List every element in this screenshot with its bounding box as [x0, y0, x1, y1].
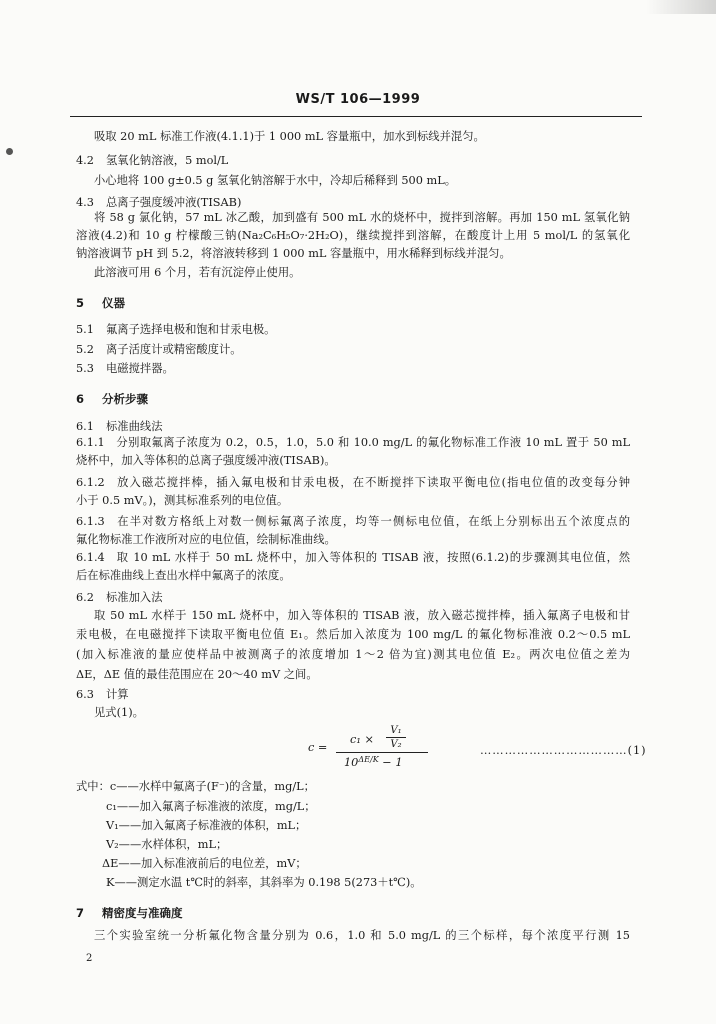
den-exponent: ΔE/K	[358, 755, 379, 764]
section-6-heading: 6 分析步骤	[76, 392, 148, 406]
formula-1	[308, 725, 438, 773]
definition-line: K——测定水温 t℃时的斜率，其斜率为 0.198 5(273＋t℃)。	[106, 876, 422, 889]
definition-line: V₂——水样体积，mL；	[106, 838, 228, 851]
text-line: 三个实验室统一分析氟化物含量分别为 0.6，1.0 和 5.0 mg/L 的三个标样，每个浓度平行测 15	[94, 929, 630, 942]
definition-line: 式中：c——水样中氟离子(F⁻)的含量，mg/L；	[76, 780, 315, 793]
clause-5-3: 5.3 电磁搅拌器。	[76, 362, 174, 375]
text-line: 小于 0.5 mV。)，测其标准系列的电位值。	[76, 494, 289, 507]
definition-line: ΔE——加入标准液前后的电位差，mV；	[102, 857, 307, 870]
formula-v2: V₂	[390, 739, 402, 750]
page-number: 2	[86, 953, 93, 964]
header-rule	[70, 116, 642, 117]
page-header: WS/T 106—1999	[295, 92, 421, 107]
text-line: 吸取 20 mL 标准工作液(4.1.1)于 1 000 mL 容量瓶中，加水到标线并混匀。	[94, 130, 485, 143]
text-line: 钠溶液调节 pH 到 5.2，将溶液转移到 1 000 mL 容量瓶中，用水稀释到标线并混匀。	[76, 247, 511, 260]
clause-5-1: 5.1 氟离子选择电极和饱和甘汞电极。	[76, 323, 276, 336]
text-line: 见式(1)。	[94, 706, 144, 719]
clause-6-2: 6.2 标准加入法	[76, 591, 163, 604]
formula-volume-ratio	[386, 725, 406, 750]
formula-c1: c₁ ×	[350, 733, 374, 746]
formula-denominator	[344, 755, 403, 769]
section-7-heading: 7 精密度与准确度	[76, 906, 183, 920]
text-line: 此溶液可用 6 个月，若有沉淀停止使用。	[94, 266, 301, 279]
text-line: 小心地将 100 g±0.5 g 氢氧化钠溶解于水中，冷却后稀释到 500 mL。	[94, 174, 457, 187]
text-line: 汞电极，在电磁搅拌下读取平衡电位值 E₁。然后加入浓度为 100 mg/L 的氟化物标准液 0.2～0.5 mL	[76, 628, 630, 641]
clause-6-1: 6.1 标准曲线法	[76, 420, 163, 433]
text-line: 取 50 mL 水样于 150 mL 烧杯中，加入等体积的 TISAB 液，放入磁芯搅拌棒，插入氟离子电极和甘	[94, 609, 630, 622]
text-line: (加入标准液的量应使样品中被测离子的浓度增加 1～2 倍为宜)测其电位值 E₂。两次电位值之差为	[76, 648, 630, 661]
punch-hole	[6, 148, 13, 155]
clause-6-1-1: 6.1.1 分别取氟离子浓度为 0.2，0.5，1.0，5.0 和 10.0 mg/L 的氟化物标准工作液 10 mL 置于 50 mL	[76, 436, 630, 449]
clause-4-3: 4.3 总离子强度缓冲液(TISAB)	[76, 196, 242, 209]
formula-lhs: c =	[308, 741, 328, 754]
clause-6-1-2: 6.1.2 放入磁芯搅拌棒，插入氟电极和甘汞电极，在不断搅拌下读取平衡电位(指电位值的改变每分钟	[76, 476, 630, 489]
clause-6-1-3: 6.1.3 在半对数方格纸上对数一侧标氟离子浓度，均等一侧标电位值，在纸上分别标出五个浓度点的	[76, 515, 630, 528]
section-5-heading: 5 仪器	[76, 296, 125, 310]
text-line: 烧杯中，加入等体积的总离子强度缓冲液(TISAB)。	[76, 454, 336, 467]
fraction-bar	[336, 752, 428, 753]
den-rest: − 1	[378, 756, 403, 769]
definition-line: V₁——加入氟离子标准液的体积，mL；	[106, 819, 307, 832]
definition-line: c₁——加入氟离子标准液的浓度，mg/L；	[106, 800, 316, 813]
clause-5-2: 5.2 离子活度计或精密酸度计。	[76, 343, 242, 356]
scan-shadow	[646, 0, 716, 14]
text-line: ΔE，ΔE 值的最佳范围应在 20～40 mV 之间。	[76, 668, 318, 681]
text-line: 将 58 g 氯化钠，57 mL 冰乙酸，加到盛有 500 mL 水的烧杯中，搅拌到溶解。再加 150 mL 氢氧化钠	[94, 211, 630, 224]
clause-6-3: 6.3 计算	[76, 688, 129, 701]
clause-6-1-4: 6.1.4 取 10 mL 水样于 50 mL 烧杯中，加入等体积的 TISAB 液，按照(6.1.2)的步骤测其电位值，然	[76, 551, 630, 564]
text-line: 溶液(4.2)和 10 g 柠檬酸三钠(Na₂C₆H₅O₇·2H₂O)，继续搅拌到溶解，在酸度计上用 5 mol/L 的氢氧化	[76, 229, 630, 242]
clause-4-2: 4.2 氢氧化钠溶液，5 mol/L	[76, 154, 229, 167]
formula-v1: V₁	[390, 725, 402, 736]
text-line: 后在标准曲线上查出水样中氟离子的浓度。	[76, 569, 291, 582]
den-base: 10	[344, 756, 359, 769]
fraction-bar	[386, 737, 406, 738]
equation-number: ………………………………(1)	[480, 744, 647, 757]
text-line: 氟化物标准工作液所对应的电位值，绘制标准曲线。	[76, 533, 336, 546]
